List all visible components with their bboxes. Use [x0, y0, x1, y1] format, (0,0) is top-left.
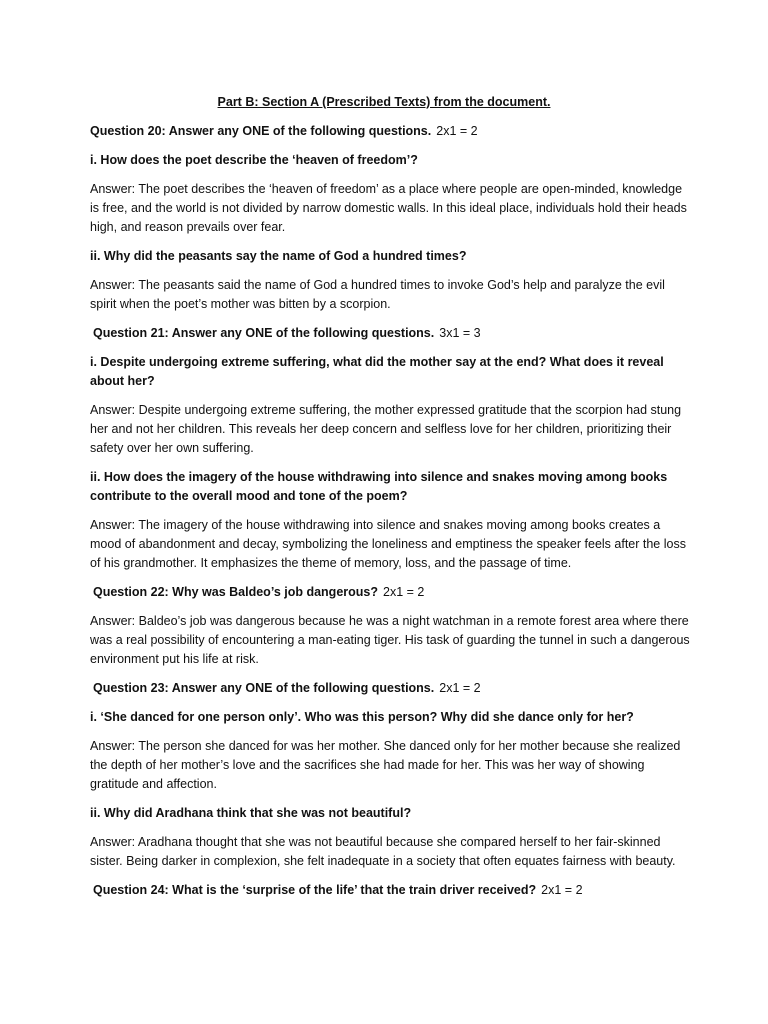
question-23-marks: 2x1 = 2: [439, 681, 481, 695]
answer-21-ii: Answer: The imagery of the house withdrawing into silence and snakes moving among books creates a mood of abandonment and decay, symbolizing the loneliness and emptiness the speaker feels after the loss of his grandmother. It emphasizes the theme of memory, loss, and the passage of time.: [90, 518, 686, 570]
question-23-title: Question 23: Answer any ONE of the following questions.: [93, 681, 435, 695]
question-20-marks: 2x1 = 2: [436, 124, 478, 138]
answer-21-i: Answer: Despite undergoing extreme suffering, the mother expressed gratitude that the scorpion had stung her and not her children. This reveals her deep concern and selfless love for her children, prioritizing their safety over her own suffering.: [90, 403, 682, 455]
answer-23-ii: Answer: Aradhana thought that she was not beautiful because she compared herself to her fair-skinned sister. Being darker in complexion, she felt inadequate in a society that often equates fairness with beauty.: [90, 835, 676, 868]
answer-20-ii: Answer: The peasants said the name of God a hundred times to invoke God’s help and paralyze the evil spirit when the poet’s mother was bitten by a scorpion.: [90, 278, 665, 311]
question-21-ii: ii. How does the imagery of the house withdrawing into silence and snakes moving among books contribute to the overall mood and tone of the poem?: [90, 470, 668, 503]
question-23-heading: [90, 679, 690, 698]
question-20-heading: [90, 122, 690, 141]
question-22-title: Question 22: Why was Baldeo’s job dangerous?: [93, 585, 378, 599]
question-24-marks: 2x1 = 2: [541, 883, 583, 897]
question-20-i: i. How does the poet describe the ‘heaven of freedom’?: [90, 153, 418, 167]
question-21-title: Question 21: Answer any ONE of the following questions.: [93, 326, 435, 340]
page-heading: Part B: Section A (Prescribed Texts) from the document.: [217, 95, 551, 109]
answer-22: Answer: Baldeo’s job was dangerous because he was a night watchman in a remote forest area where there was a real possibility of encountering a man-eating tiger. His task of guarding the tunnel in such a dangerous environment put his life at risk.: [90, 614, 690, 666]
question-22-heading: [90, 583, 690, 602]
question-20-title: Question 20: Answer any ONE of the following questions.: [90, 124, 432, 138]
question-20-ii: ii. Why did the peasants say the name of God a hundred times?: [90, 249, 467, 263]
question-21-marks: 3x1 = 3: [439, 326, 481, 340]
question-24-title: Question 24: What is the ‘surprise of the life’ that the train driver received?: [93, 883, 537, 897]
question-21-heading: [90, 324, 690, 343]
document-body: [90, 122, 690, 910]
answer-23-i: Answer: The person she danced for was her mother. She danced only for her mother because she realized the depth of her mother’s love and the sacrifices she had made for her. This was her way of showing gratitude and affection.: [90, 739, 681, 791]
question-22-marks: 2x1 = 2: [383, 585, 425, 599]
question-23-i: i. ‘She danced for one person only’. Who was this person? Why did she dance only for her?: [90, 710, 634, 724]
answer-20-i: Answer: The poet describes the ‘heaven of freedom’ as a place where people are open-minded, knowledge is free, and the world is not divided by narrow domestic walls. In this ideal place, individuals hold their heads high, and reason prevails over fear.: [90, 182, 687, 234]
question-21-i: i. Despite undergoing extreme suffering, what did the mother say at the end? What does it reveal about her?: [90, 355, 664, 388]
question-23-ii: ii. Why did Aradhana think that she was not beautiful?: [90, 806, 412, 820]
question-24-heading: [90, 881, 690, 900]
